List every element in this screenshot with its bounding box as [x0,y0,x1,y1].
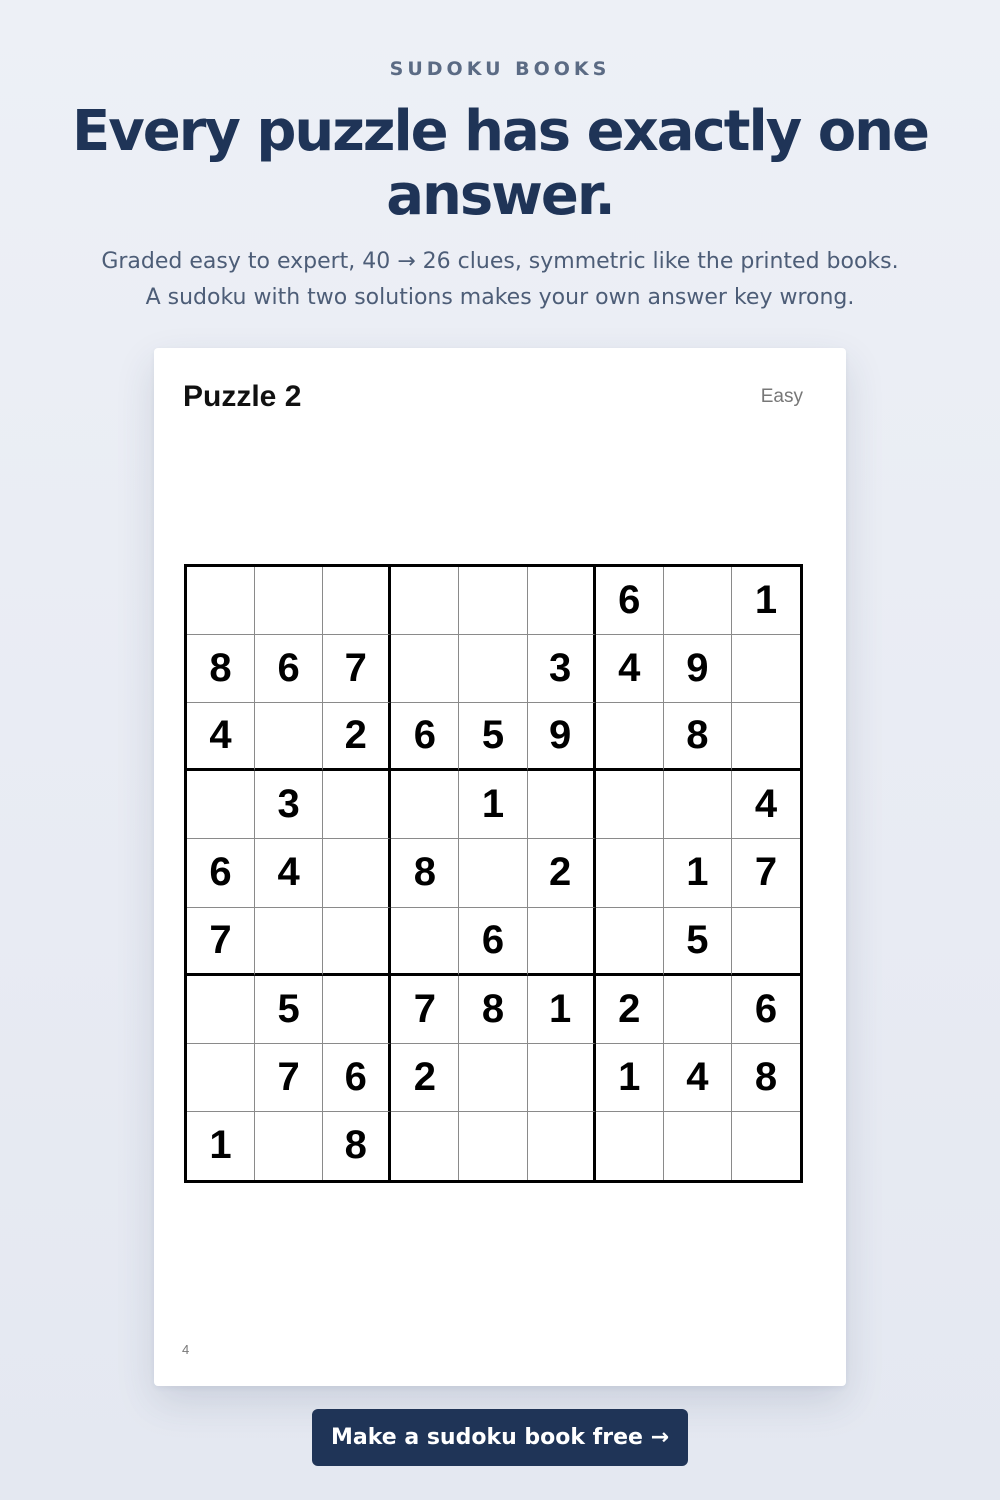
sudoku-cell [323,976,391,1044]
sudoku-cell [187,976,255,1044]
sudoku-cell: 6 [323,1044,391,1112]
page-number: 4 [182,1342,190,1357]
sudoku-cell: 2 [528,839,596,907]
sudoku-cell: 5 [664,908,732,976]
sudoku-cell: 1 [528,976,596,1044]
sudoku-cell [732,1112,800,1180]
sudoku-cell: 5 [459,703,527,771]
sudoku-cell: 8 [391,839,459,907]
sudoku-cell: 2 [596,976,664,1044]
sudoku-cell [732,703,800,771]
sudoku-cell [323,839,391,907]
sudoku-cell: 6 [596,567,664,635]
sudoku-cell [391,908,459,976]
sudoku-cell: 3 [528,635,596,703]
sudoku-cell [528,771,596,839]
sudoku-cell: 8 [459,976,527,1044]
sudoku-cell: 9 [664,635,732,703]
sudoku-cell: 1 [187,1112,255,1180]
sudoku-cell: 2 [323,703,391,771]
sudoku-cell [528,1044,596,1112]
sudoku-cell [732,635,800,703]
sudoku-cell: 1 [459,771,527,839]
sudoku-cell [187,567,255,635]
sudoku-cell [459,839,527,907]
sudoku-cell [596,703,664,771]
sudoku-cell [528,567,596,635]
sudoku-cell [596,771,664,839]
page-subtitle [30,244,970,316]
sudoku-cell [664,976,732,1044]
sudoku-cell [596,1112,664,1180]
sudoku-cell [459,635,527,703]
sudoku-cell [528,908,596,976]
sudoku-cell: 1 [664,839,732,907]
sudoku-cell [255,1112,323,1180]
subtitle-line-1: Graded easy to expert, 40 → 26 clues, symmetric like the printed books. [101,249,899,274]
sudoku-cell [528,1112,596,1180]
sudoku-cell: 6 [732,976,800,1044]
sudoku-cell [732,908,800,976]
sudoku-cell [391,635,459,703]
sudoku-cell: 7 [323,635,391,703]
sudoku-cell: 1 [596,1044,664,1112]
sudoku-cell: 8 [664,703,732,771]
sudoku-cell: 6 [391,703,459,771]
sudoku-cell: 1 [732,567,800,635]
sudoku-cell [255,908,323,976]
sudoku-cell: 6 [187,839,255,907]
sudoku-cell: 6 [459,908,527,976]
sudoku-cell [596,839,664,907]
sudoku-cell: 7 [391,976,459,1044]
difficulty-label: Easy [760,386,803,407]
sudoku-cell: 7 [255,1044,323,1112]
sudoku-cell [664,771,732,839]
sudoku-cell [664,567,732,635]
sudoku-cell: 3 [255,771,323,839]
sudoku-cell: 4 [596,635,664,703]
sudoku-cell: 9 [528,703,596,771]
sudoku-cell [323,567,391,635]
subtitle-line-2: A sudoku with two solutions makes your own answer key wrong. [145,285,855,310]
sudoku-cell [459,567,527,635]
sudoku-cell [391,1112,459,1180]
sudoku-cell [459,1112,527,1180]
sudoku-grid [184,564,803,1183]
sudoku-cell: 8 [187,635,255,703]
make-book-button[interactable]: Make a sudoku book free → [312,1409,688,1466]
sudoku-cell [596,908,664,976]
sudoku-cell: 8 [732,1044,800,1112]
sudoku-cell: 2 [391,1044,459,1112]
sudoku-cell [391,771,459,839]
sudoku-cell [187,1044,255,1112]
sudoku-cell [187,771,255,839]
sudoku-cell [323,771,391,839]
sudoku-cell: 4 [187,703,255,771]
sudoku-cell [459,1044,527,1112]
sudoku-cell: 7 [187,908,255,976]
sudoku-cell [255,567,323,635]
sudoku-cell: 4 [255,839,323,907]
sudoku-cell [664,1112,732,1180]
sudoku-cell [255,703,323,771]
page-headline: Every puzzle has exactly one answer. [71,99,929,228]
sudoku-cell: 6 [255,635,323,703]
sudoku-cell: 5 [255,976,323,1044]
eyebrow-label: SUDOKU BOOKS [389,58,611,80]
sudoku-cell: 4 [732,771,800,839]
sudoku-cell: 8 [323,1112,391,1180]
sudoku-cell: 7 [732,839,800,907]
sudoku-cell [391,567,459,635]
puzzle-title: Puzzle 2 [183,380,302,413]
puzzle-page-preview [154,348,846,1386]
sudoku-cell [323,908,391,976]
sudoku-cell: 4 [664,1044,732,1112]
